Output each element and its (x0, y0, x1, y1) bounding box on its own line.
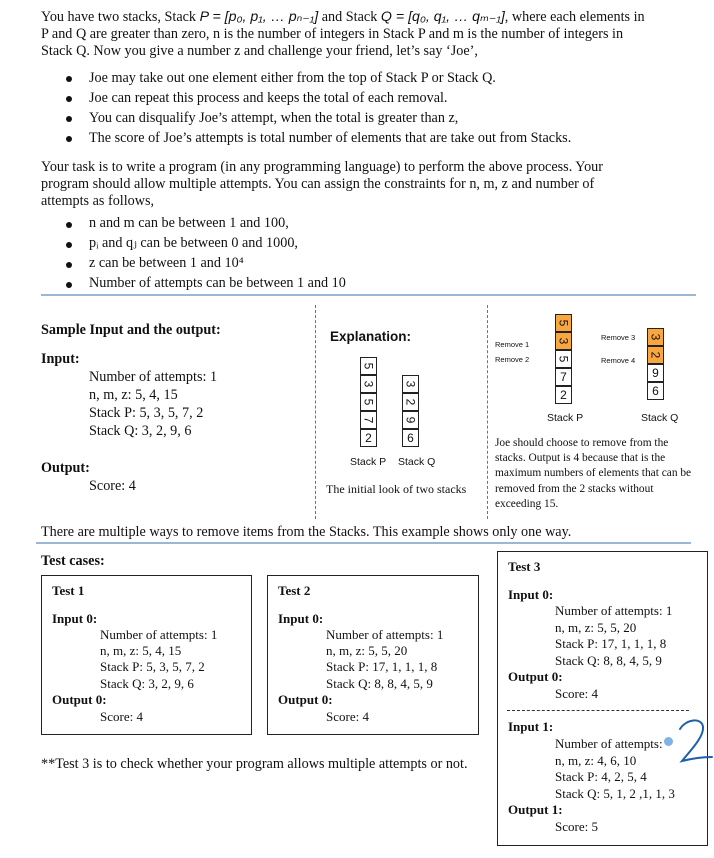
test-1-score: Score: 4 (100, 709, 143, 724)
test-3-separator (507, 710, 689, 711)
sample-input-line: Stack Q: 3, 2, 9, 6 (89, 423, 192, 439)
sample-output-label: Output: (41, 460, 90, 476)
test-2-line: Number of attempts: 1 (326, 627, 444, 642)
rule-item: Joe may take out one element either from the top of Stack P or Stack Q. (89, 70, 496, 86)
stack-cell: 5 (360, 357, 377, 375)
stack-cell: 3 (555, 332, 572, 350)
removal-text-line: stacks. Output is 4 because that is the (495, 452, 666, 465)
test-3-input1-line: Number of attempts: (555, 736, 663, 751)
test-3-input0-line: Stack Q: 8, 8, 4, 5, 9 (555, 653, 662, 668)
stack-cell: 5 (555, 314, 572, 332)
stack-cell: 2 (402, 393, 419, 411)
intro-text: You have two stacks, Stack (41, 9, 200, 25)
remove-2-label: Remove 2 (495, 355, 530, 364)
test-3-output0-label: Output 0: (508, 669, 563, 684)
stack-cell: 2 (647, 346, 664, 364)
rule-item: You can disqualify Joe’s attempt, when the total is greater than z, (89, 110, 459, 126)
multiple-ways-note: There are multiple ways to remove items from the Stacks. This example shows only one way. (41, 524, 572, 540)
intro-line-1 (41, 9, 645, 26)
test-3-score1: Score: 5 (555, 819, 598, 834)
bullet-icon (66, 262, 72, 268)
test-3-note: **Test 3 is to check whether your program allows multiple attempts or not. (41, 756, 468, 772)
stack-cell: 7 (360, 411, 377, 429)
test-2-line: Stack P: 17, 1, 1, 1, 8 (326, 659, 438, 674)
test-2-title: Test 2 (278, 583, 311, 598)
test-3-title: Test 3 (508, 559, 541, 574)
task-line-3: attempts as follows, (41, 193, 155, 209)
stack-cell: 3 (360, 375, 377, 393)
constraint-item: pᵢ and qⱼ can be between 0 and 1000, (89, 235, 298, 251)
explanation-caption: The initial look of two stacks (326, 482, 467, 496)
stack-cell: 5 (555, 350, 572, 368)
test-2-input-label: Input 0: (278, 611, 324, 626)
test-1-input-label: Input 0: (52, 611, 98, 626)
removal-text (495, 436, 691, 512)
stack-cell: 5 (360, 393, 377, 411)
stack-cell: 6 (647, 382, 664, 400)
task-line-1: Your task is to write a program (in any programming language) to perform the above process. Your (41, 159, 603, 175)
stack-cell: 2 (360, 429, 377, 447)
stack-cell: 3 (402, 375, 419, 393)
test-3-output1-label: Output 1: (508, 802, 563, 817)
removal-text-line: Joe should choose to remove from the (495, 437, 669, 449)
sample-input-line: Number of attempts: 1 (89, 369, 218, 385)
task-line-2: program should allow multiple attempts. You can assign the constraints for n, m, z and number of (41, 176, 595, 192)
stack-p-formula: P = [p₀, p₁, … pₙ₋₁] (199, 9, 319, 25)
sample-output-line: Score: 4 (89, 478, 136, 494)
remove-4-label: Remove 4 (601, 356, 636, 365)
test-3-score0: Score: 4 (555, 686, 598, 701)
cursor-dot-icon (664, 737, 673, 746)
section-divider (36, 542, 691, 544)
intro-line-2: P and Q are greater than zero, n is the number of integers in Stack P and m is the number of integers in (41, 26, 624, 42)
section-divider (41, 294, 696, 296)
stack-p-label: Stack P (350, 456, 387, 468)
test-3-input1-line: n, m, z: 4, 6, 10 (555, 753, 637, 768)
test-3-input1-line: Stack Q: 5, 1, 2 ,1, 1, 3 (555, 786, 675, 801)
bullet-icon (66, 136, 72, 142)
constraint-item: z can be between 1 and 10⁴ (89, 255, 244, 271)
section-divider-vertical (487, 305, 488, 519)
rule-item: The score of Joe’s attempts is total number of elements that are take out from Stacks. (89, 130, 572, 146)
bullet-icon (66, 76, 72, 82)
test-3-input0-line: Number of attempts: 1 (555, 603, 673, 618)
sample-heading: Sample Input and the output: (41, 322, 221, 338)
test-1-line: Number of attempts: 1 (100, 627, 218, 642)
stack-q-label: Stack Q (398, 456, 436, 468)
intro-text: , where each elements in (504, 9, 645, 25)
intro-line-3: Stack Q. Now you give a number z and challenge your friend, let’s say ‘Joe’, (41, 43, 478, 59)
test-3-input1-line: Stack P: 4, 2, 5, 4 (555, 769, 647, 784)
removal-text-line: removed from the 2 stacks without (495, 482, 654, 495)
test-2-score: Score: 4 (326, 709, 369, 724)
bullet-icon (66, 282, 72, 288)
constraint-item: n and m can be between 1 and 100, (89, 215, 289, 231)
stack-cell: 6 (402, 429, 419, 447)
bullet-icon (66, 116, 72, 122)
test-3-input0-line: n, m, z: 5, 5, 20 (555, 620, 637, 635)
sample-input-label: Input: (41, 351, 80, 367)
test-1-output-label: Output 0: (52, 692, 107, 707)
stack-q-label: Stack Q (641, 412, 679, 424)
stack-cell: 9 (647, 364, 664, 382)
test-2-line: Stack Q: 8, 8, 4, 5, 9 (326, 676, 433, 691)
stack-cell: 2 (555, 386, 572, 404)
test-1-line: Stack P: 5, 3, 5, 7, 2 (100, 659, 205, 674)
stack-q-formula: Q = [q₀, q₁, … qₘ₋₁] (380, 9, 505, 25)
test-1-title: Test 1 (52, 583, 85, 598)
stack-cell: 3 (647, 328, 664, 346)
sample-input-line: Stack P: 5, 3, 5, 7, 2 (89, 405, 204, 421)
test-cases-heading: Test cases: (41, 553, 105, 569)
intro-text: and Stack (318, 9, 381, 25)
test-2-line: n, m, z: 5, 5, 20 (326, 643, 408, 658)
stack-cell: 7 (555, 368, 572, 386)
stack-cell: 9 (402, 411, 419, 429)
explanation-heading: Explanation: (330, 329, 412, 344)
constraint-item: Number of attempts can be between 1 and 10 (89, 275, 346, 291)
remove-1-label: Remove 1 (495, 340, 530, 349)
section-divider-vertical (315, 305, 316, 519)
bullet-icon (66, 242, 72, 248)
test-3-input0-line: Stack P: 17, 1, 1, 1, 8 (555, 636, 667, 651)
test-1-line: Stack Q: 3, 2, 9, 6 (100, 676, 194, 691)
test-2-output-label: Output 0: (278, 692, 333, 707)
bullet-icon (66, 96, 72, 102)
test-3-input0-label: Input 0: (508, 587, 554, 602)
rule-item: Joe can repeat this process and keeps the total of each removal. (89, 90, 448, 106)
removal-text-line: maximum numbers of elements that can be (495, 467, 692, 480)
remove-3-label: Remove 3 (601, 333, 636, 342)
bullet-icon (66, 222, 72, 228)
removal-text-line: exceeding 15. (495, 497, 559, 510)
handwritten-two-annotation (676, 717, 714, 767)
sample-input-line: n, m, z: 5, 4, 15 (89, 387, 178, 403)
test-3-input1-label: Input 1: (508, 719, 554, 734)
test-1-line: n, m, z: 5, 4, 15 (100, 643, 182, 658)
stack-p-label: Stack P (547, 412, 584, 424)
